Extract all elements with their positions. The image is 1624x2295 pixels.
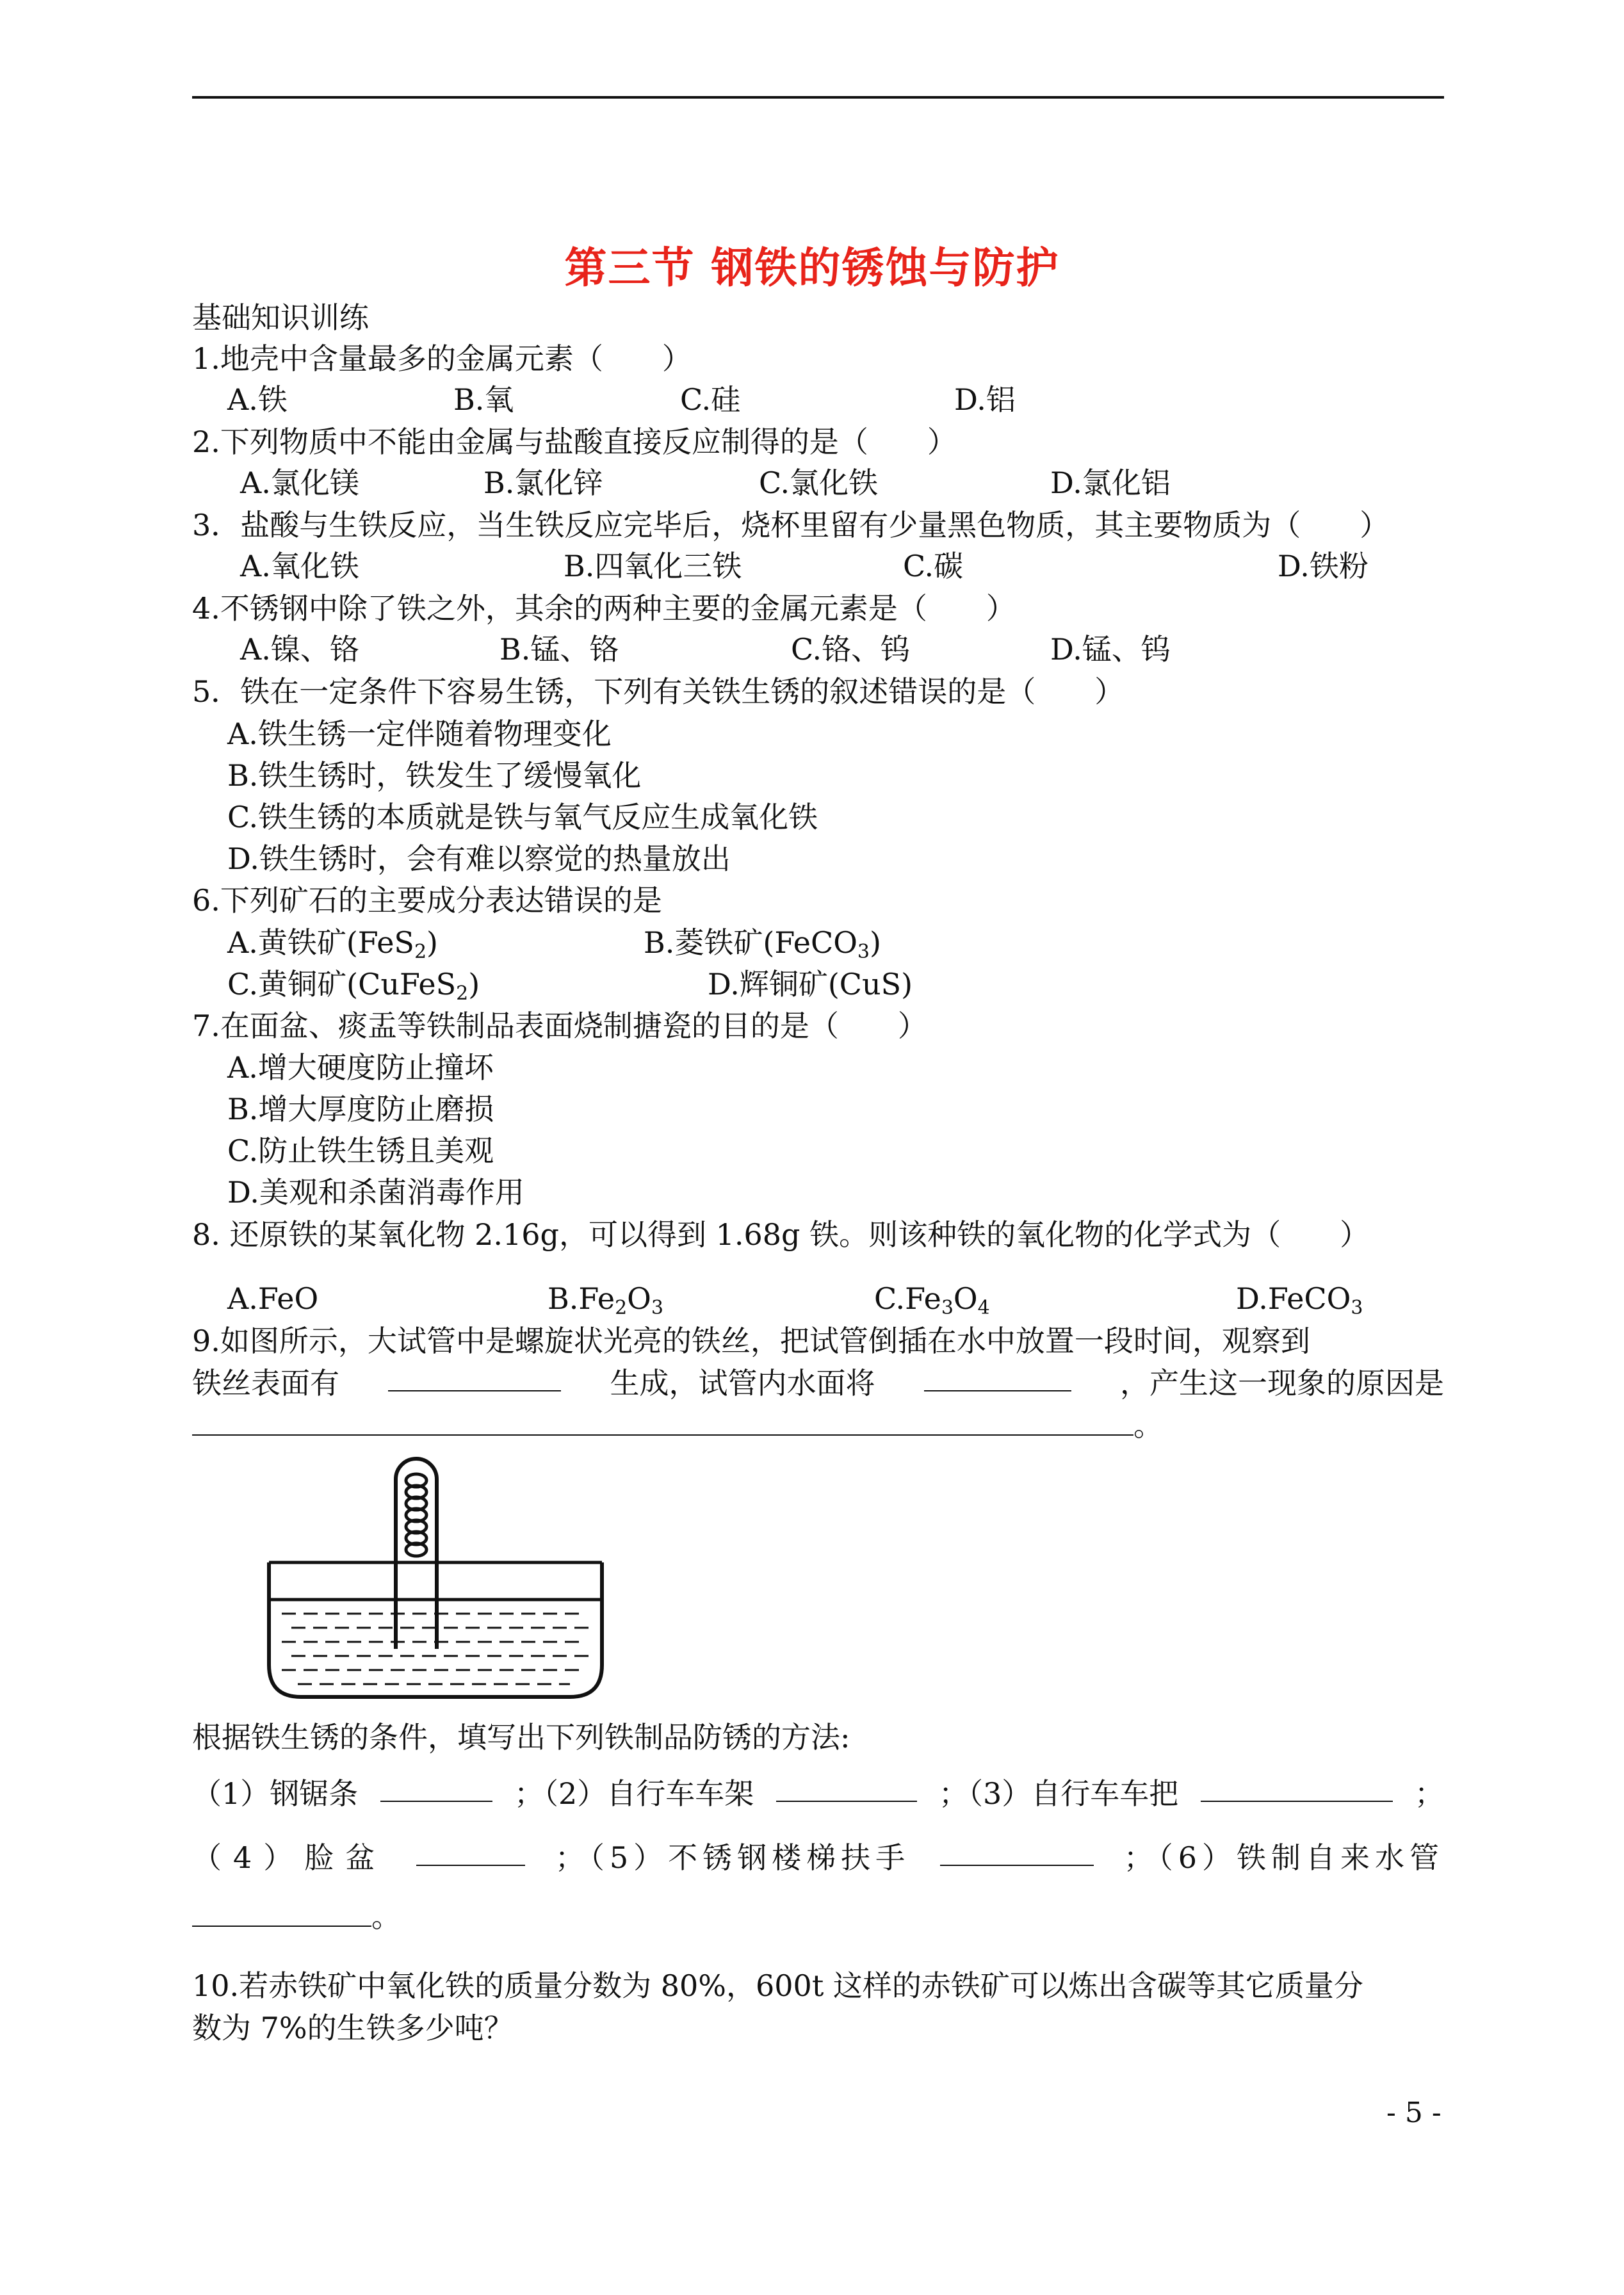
q9-period: 。 bbox=[1133, 1408, 1163, 1443]
q6-a-subscript: 2 bbox=[414, 941, 427, 963]
rust-item-4: （4）脸盆 bbox=[192, 1840, 387, 1875]
rust-prevention-intro: 根据铁生锈的条件，填写出下列铁制品防锈的方法: bbox=[192, 1720, 850, 1755]
q7-option-a: A.增大硬度防止撞坏 bbox=[227, 1050, 494, 1085]
q8-option-c bbox=[874, 1277, 990, 1320]
q2-option-a: A.氯化镁 bbox=[240, 466, 359, 500]
q6-c-text: C.黄铜矿(CuFeS bbox=[227, 967, 457, 1002]
rust-semicolon: ； bbox=[1415, 1776, 1444, 1811]
rust-blank-3[interactable] bbox=[1201, 1772, 1393, 1802]
q6-b-close: ) bbox=[870, 925, 881, 960]
q9-text-b: 生成，试管内水面将 bbox=[610, 1366, 875, 1400]
q6-a-close: ) bbox=[426, 925, 438, 960]
q6-b-subscript: 3 bbox=[857, 941, 870, 963]
rust-blank-1[interactable] bbox=[380, 1772, 492, 1802]
question-9-line-3 bbox=[192, 1404, 1163, 1447]
q6-option-a bbox=[227, 921, 438, 964]
q8-option-b bbox=[548, 1277, 663, 1320]
q8-option-a: A.FeO bbox=[227, 1281, 319, 1316]
q6-option-c bbox=[227, 963, 480, 1005]
question-9-line-2 bbox=[192, 1362, 1444, 1404]
q7-option-b: B.增大厚度防止磨损 bbox=[227, 1092, 494, 1126]
q8-c-subscript-2: 4 bbox=[977, 1297, 990, 1319]
rust-blank-4[interactable] bbox=[416, 1837, 525, 1866]
q9-text-c: ，产生这一现象的原因是 bbox=[1120, 1366, 1444, 1400]
rust-blank-5[interactable] bbox=[940, 1837, 1094, 1866]
q4-option-b: B.锰、铬 bbox=[499, 632, 619, 667]
question-4-stem: 4.不锈钢中除了铁之外，其余的两种主要的金属元素是（ ） bbox=[192, 591, 1016, 626]
page-title: 第三节 钢铁的锈蚀与防护 bbox=[564, 243, 1060, 293]
q8-c-oxygen: O bbox=[953, 1281, 978, 1316]
question-5-stem: 5．铁在一定条件下容易生锈，下列有关铁生锈的叙述错误的是（ ） bbox=[192, 674, 1125, 709]
q8-c-text: C.Fe bbox=[874, 1281, 941, 1316]
question-9-line-1: 9.如图所示，大试管中是螺旋状光亮的铁丝，把试管倒插在水中放置一段时间，观察到 bbox=[192, 1324, 1310, 1358]
question-1-stem: 1.地壳中含量最多的金属元素（ ） bbox=[192, 341, 692, 376]
q5-option-a: A.铁生锈一定伴随着物理变化 bbox=[227, 717, 612, 751]
q4-option-d: D.锰、钨 bbox=[1050, 632, 1171, 667]
q8-c-subscript-1: 3 bbox=[941, 1297, 954, 1319]
q2-option-d: D.氯化铝 bbox=[1050, 466, 1171, 500]
q8-b-oxygen: O bbox=[627, 1281, 651, 1316]
q4-option-a: A.镍、铬 bbox=[240, 632, 359, 667]
test-tube-figure bbox=[263, 1454, 621, 1710]
rust-item-2: ；（2）自行车车架 bbox=[514, 1776, 754, 1811]
rust-blank-6[interactable] bbox=[192, 1897, 371, 1927]
question-2-stem: 2.下列物质中不能由金属与盐酸直接反应制得的是（ ） bbox=[192, 425, 957, 459]
rust-period: 。 bbox=[371, 1899, 401, 1934]
q9-blank-3[interactable] bbox=[192, 1406, 1133, 1436]
page-number: - 5 - bbox=[1386, 2096, 1441, 2129]
q8-b-text: B.Fe bbox=[548, 1281, 615, 1316]
rust-item-6: ；（6）铁制自来水管 bbox=[1123, 1840, 1444, 1875]
q3-option-b: B.四氧化三铁 bbox=[564, 549, 742, 583]
q3-option-a: A.氧化铁 bbox=[240, 549, 359, 583]
q6-option-b bbox=[644, 921, 881, 964]
q7-option-d: D.美观和杀菌消毒作用 bbox=[227, 1175, 524, 1210]
q1-option-c: C.硅 bbox=[680, 382, 741, 417]
q4-option-c: C.铬、钨 bbox=[791, 632, 911, 667]
q6-a-text: A.黄铁矿(FeS bbox=[227, 925, 414, 960]
question-10-line-2: 数为 7%的生铁多少吨？ bbox=[192, 2011, 514, 2045]
q3-option-d: D.铁粉 bbox=[1278, 549, 1368, 583]
question-10-line-1: 10.若赤铁矿中氧化铁的质量分数为 80%，600t 这样的赤铁矿可以炼出含碳等其它质量分 bbox=[192, 1968, 1363, 2003]
q8-b-subscript-2: 3 bbox=[651, 1297, 663, 1319]
rust-item-1: （1）钢锯条 bbox=[192, 1776, 359, 1811]
section-heading: 基础知识训练 bbox=[192, 300, 369, 335]
q5-option-d: D.铁生锈时，会有难以察觉的热量放出 bbox=[227, 841, 731, 876]
q3-option-c: C.碳 bbox=[903, 549, 964, 583]
rust-prevention-line-1 bbox=[192, 1772, 1444, 1815]
q1-option-b: B.氧 bbox=[453, 382, 514, 417]
q6-c-close: ) bbox=[468, 967, 480, 1002]
rust-item-3: ；（3）自行车车把 bbox=[939, 1776, 1179, 1811]
q1-option-a: A.铁 bbox=[227, 382, 288, 417]
question-6-stem: 6.下列矿石的主要成分表达错误的是 bbox=[192, 883, 662, 918]
q6-b-text: B.菱铁矿(FeCO bbox=[644, 925, 857, 960]
rust-blank-2[interactable] bbox=[776, 1772, 917, 1802]
q2-option-c: C.氯化铁 bbox=[759, 466, 879, 500]
q8-d-subscript: 3 bbox=[1351, 1297, 1363, 1319]
q9-text-a: 铁丝表面有 bbox=[192, 1366, 339, 1400]
q8-b-subscript-1: 2 bbox=[615, 1297, 628, 1319]
q8-d-text: D.FeCO bbox=[1236, 1281, 1351, 1316]
q9-blank-2[interactable] bbox=[924, 1362, 1071, 1391]
q2-option-b: B.氯化锌 bbox=[483, 466, 603, 500]
question-7-stem: 7.在面盆、痰盂等铁制品表面烧制搪瓷的目的是（ ） bbox=[192, 1009, 927, 1043]
question-3-stem: 3．盐酸与生铁反应，当生铁反应完毕后，烧杯里留有少量黑色物质，其主要物质为（ ） bbox=[192, 508, 1390, 542]
rust-prevention-line-2 bbox=[192, 1837, 1444, 1879]
q9-blank-1[interactable] bbox=[388, 1362, 561, 1391]
rust-prevention-line-3 bbox=[192, 1895, 401, 1938]
q5-option-b: B.铁生锈时，铁发生了缓慢氧化 bbox=[227, 758, 642, 793]
q8-option-d bbox=[1236, 1277, 1363, 1320]
q7-option-c: C.防止铁生锈且美观 bbox=[227, 1133, 494, 1168]
question-8-stem: 8. 还原铁的某氧化物 2.16g，可以得到 1.68g 铁。则该种铁的氧化物的化学式为（ ） bbox=[192, 1217, 1370, 1252]
q5-option-c: C.铁生锈的本质就是铁与氧气反应生成氧化铁 bbox=[227, 800, 818, 834]
q1-option-d: D.铝 bbox=[954, 382, 1016, 417]
header-rule bbox=[192, 96, 1444, 99]
q6-c-subscript: 2 bbox=[456, 982, 469, 1005]
q6-option-d: D.辉铜矿(CuS) bbox=[708, 967, 913, 1002]
rust-item-5: ；（5）不锈钢楼梯扶手 bbox=[555, 1840, 911, 1875]
iron-coil bbox=[406, 1474, 426, 1556]
